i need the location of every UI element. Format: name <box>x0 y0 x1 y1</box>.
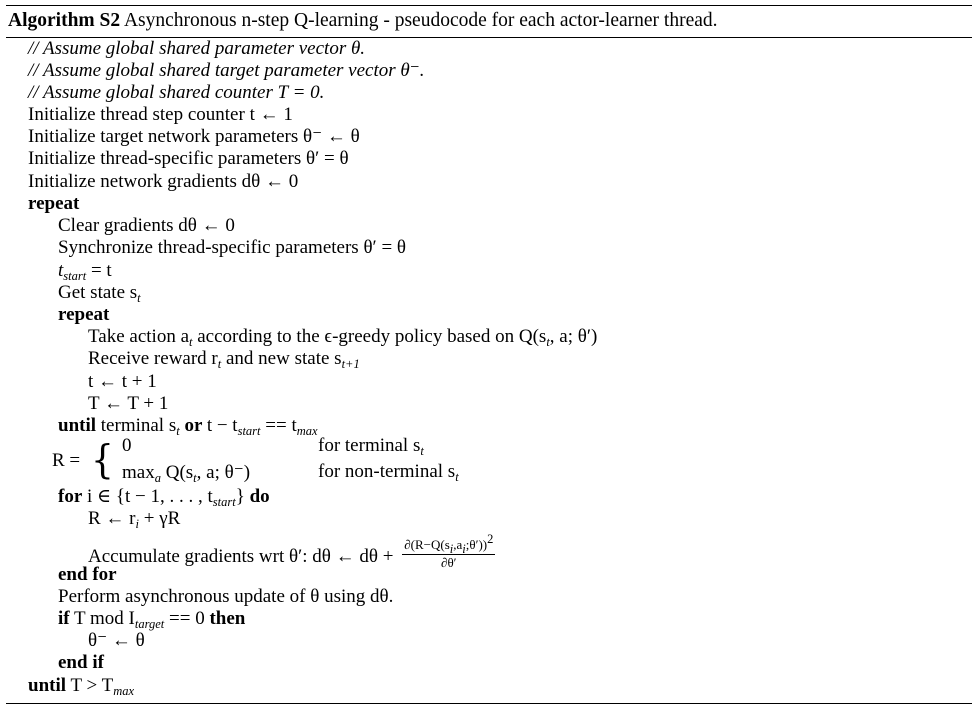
r-update-line <box>88 508 180 530</box>
t-increment: t ← t + 1 <box>88 371 157 392</box>
receive-sub1: t <box>217 357 222 371</box>
if-body: T mod I <box>69 608 135 629</box>
until-outer-body: T > T <box>66 675 114 696</box>
take-action-sub: t <box>189 335 193 349</box>
cases-q-rest: , a; θ⁻) <box>196 462 251 483</box>
cases-max: max <box>122 462 155 483</box>
repeat-outer: repeat <box>28 193 80 214</box>
receive-b: and new state s <box>221 348 342 369</box>
then-kw: then <box>209 608 246 629</box>
until-inner-eq: == t <box>260 415 297 436</box>
r-update-b: + γR <box>138 508 181 529</box>
tstart-var: t <box>58 260 64 281</box>
init-step-counter: Initialize thread step counter t ← 1 <box>28 104 293 125</box>
init-thread-params: Initialize thread-specific parameters θ′ = θ <box>28 148 349 169</box>
sync-params: Synchronize thread-specific parameters θ′ = θ <box>58 237 407 258</box>
frac-num-c: ,a <box>453 537 463 552</box>
until-outer-kw: until <box>28 675 67 696</box>
tstart-line <box>58 260 112 282</box>
receive-reward-line <box>88 348 360 370</box>
take-action-line <box>88 326 597 348</box>
receive-a: Receive reward r <box>88 348 218 369</box>
return-cases <box>52 435 552 487</box>
cases-cond-1 <box>318 435 424 457</box>
fraction-denominator: ∂θ′ <box>441 555 457 570</box>
do-kw: do <box>249 486 270 507</box>
algorithm-caption <box>8 10 718 32</box>
comment-line-2: // Assume global shared target parameter vector θ⁻. <box>28 60 425 81</box>
cases-cond-2-sub: t <box>455 470 459 484</box>
if-line <box>58 608 245 630</box>
take-action-b: according to the ϵ-greedy policy based on Q(s <box>192 326 547 347</box>
if-eq: == 0 <box>164 608 210 629</box>
get-state-sub: t <box>137 291 141 305</box>
frac-num-a: ∂(R−Q(s <box>404 537 450 552</box>
r-update-sub: i <box>135 517 139 531</box>
target-update: θ⁻ ← θ <box>88 630 145 651</box>
gradient-fraction <box>402 532 495 571</box>
end-if: end if <box>58 652 104 673</box>
accumulate-line <box>88 532 495 575</box>
tstart-rhs: = t <box>86 260 112 281</box>
r-update-a: R ← r <box>88 508 136 529</box>
for-line <box>58 486 270 508</box>
frac-num-c-sub: i <box>462 542 466 556</box>
frac-num-d: ;θ′)) <box>465 537 488 552</box>
clear-gradients: Clear gradients dθ ← 0 <box>58 215 235 236</box>
comment-line-3: // Assume global shared counter T = 0. <box>28 82 325 103</box>
take-action-a: Take action a <box>88 326 190 347</box>
until-inner-or: or <box>179 415 207 436</box>
until-outer-sub: max <box>113 684 135 698</box>
cases-cond-2 <box>318 461 459 483</box>
cases-max-sub: a <box>154 471 161 485</box>
cases-cond-1-text: for terminal s <box>318 435 421 456</box>
cases-cond-2-text: for non-terminal s <box>318 461 456 482</box>
until-inner-a: terminal s <box>96 415 177 436</box>
T-increment: T ← T + 1 <box>88 393 169 414</box>
if-sub: target <box>134 617 165 631</box>
cases-q: Q(s <box>160 462 194 483</box>
until-inner-sub: t <box>176 424 180 438</box>
until-outer-line <box>28 675 134 697</box>
for-end: } <box>235 486 245 507</box>
get-state-text: Get state s <box>58 282 138 303</box>
take-action-sub2: t <box>546 335 550 349</box>
for-kw: for <box>58 486 83 507</box>
caption-text: Asynchronous n-step Q-learning - pseudocode for each actor-learner thread. <box>123 10 718 31</box>
cases-cond-1-sub: t <box>420 444 424 458</box>
init-target-params: Initialize target network parameters θ⁻ ← θ <box>28 126 360 147</box>
for-body: i ∈ {t − 1, . . . , t <box>82 486 213 507</box>
receive-sub2: t+1 <box>341 357 360 371</box>
until-inner-kw: until <box>58 415 97 436</box>
fraction-numerator <box>402 532 495 556</box>
until-inner-start: start <box>237 424 261 438</box>
cases-lhs: R = <box>52 450 81 471</box>
cases-value-1: 0 <box>122 435 132 456</box>
cases-q-sub: t <box>193 471 197 485</box>
frac-num-b: i <box>449 542 454 556</box>
get-state-line <box>58 282 141 304</box>
caption-label: Algorithm S2 <box>8 10 121 31</box>
init-gradients: Initialize network gradients dθ ← 0 <box>28 171 299 192</box>
take-action-c: , a; θ′) <box>549 326 598 347</box>
cases-brace: { <box>91 437 114 483</box>
for-sub: start <box>212 495 236 509</box>
end-for: end for <box>58 564 117 585</box>
accumulate-text: Accumulate gradients wrt θ′: dθ ← dθ + <box>88 545 399 567</box>
until-inner-b: t − t <box>206 415 238 436</box>
cases-value-2 <box>122 461 250 484</box>
comment-line-1: // Assume global shared parameter vector θ. <box>28 38 366 59</box>
tstart-sub: start <box>63 269 87 283</box>
until-inner-max: max <box>296 424 318 438</box>
frac-num-sup: 2 <box>487 532 494 546</box>
if-kw: if <box>58 608 70 629</box>
perform-update: Perform asynchronous update of θ using dθ. <box>58 586 394 607</box>
repeat-inner: repeat <box>58 304 110 325</box>
